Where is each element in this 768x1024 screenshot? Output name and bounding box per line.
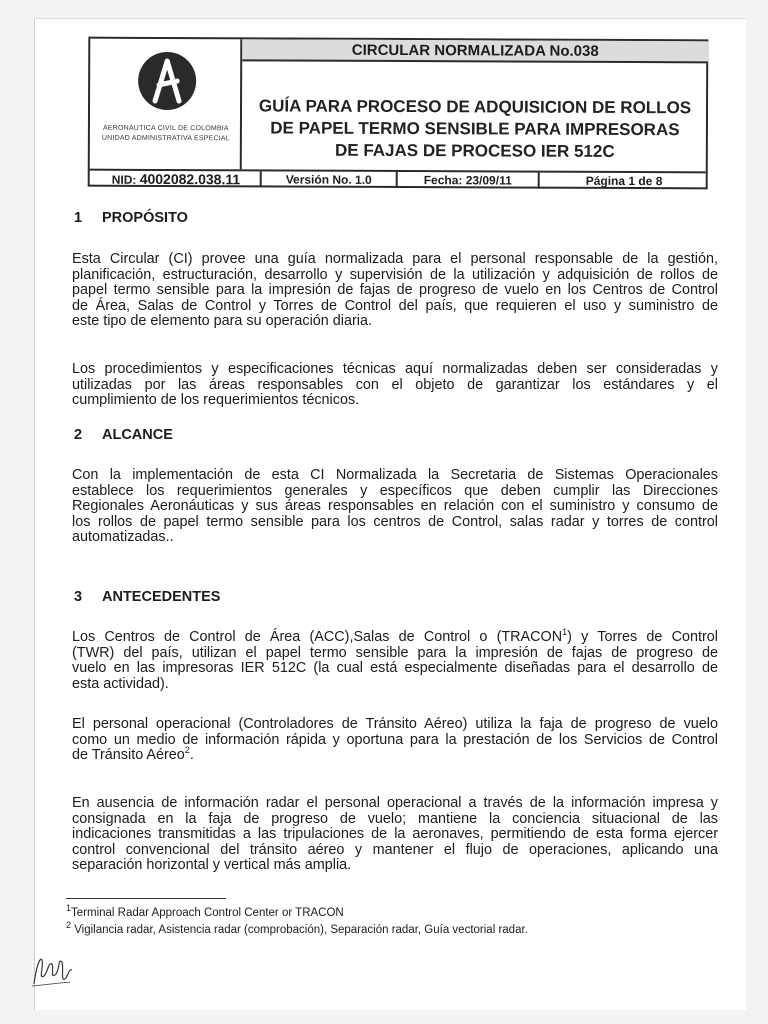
- handwritten-signature-icon: [30, 950, 76, 990]
- text-line: separación horizontal y vertical más amplia.: [72, 857, 352, 874]
- text-line: utilizadas por las áreas responsables con el objeto de garantizar los estándares y el: [72, 376, 718, 393]
- section-number: 1: [74, 210, 83, 226]
- text-line: vuelo en las impresoras IER 512C (la cual está especialmente diseñadas para el desarrollo de: [72, 660, 718, 677]
- title-line: GUÍA PARA PROCESO DE ADQUISICION DE ROLLOS: [258, 96, 692, 118]
- text-line: control convencional del tránsito aéreo y mantener el flujo de operaciones, aplicando una: [72, 841, 718, 858]
- paragraph: [72, 468, 718, 546]
- section-heading-alcance: [74, 427, 173, 443]
- text-line: establece los requerimientos generales y específicos que deben cumplir las Direcciones: [72, 482, 718, 499]
- footnote: [66, 920, 528, 936]
- title-line: DE PAPEL TERMO SENSIBLE PARA IMPRESORAS: [270, 118, 680, 140]
- footnote-ref: 1: [562, 627, 568, 638]
- footnote-divider: [66, 898, 226, 899]
- text-line: esta actividad).: [72, 675, 169, 692]
- date-cell: Fecha: 23/09/11: [398, 172, 540, 189]
- text-line: consignada en la faja de progreso de vuelo; mantiene la conciencia situacional de las: [72, 810, 718, 827]
- document-header: [88, 37, 709, 190]
- text-fragment: ) y Torres de Control: [567, 629, 718, 645]
- footnote: [66, 903, 344, 919]
- section-title: PROPÓSITO: [102, 210, 188, 226]
- paragraph: [72, 362, 718, 409]
- circular-number: CIRCULAR NORMALIZADA No.038: [242, 39, 708, 63]
- footnote-mark: 1: [66, 903, 72, 914]
- text-line: En ausencia de información radar el personal operacional a través de la información impresa y: [72, 795, 718, 811]
- text-line: [72, 627, 718, 646]
- text-line: de Área, Salas de Control y Torres de Control del país, que requieren el uso y suministro de: [72, 297, 718, 314]
- text-line: cumplimiento de los requerimientos técnicos.: [72, 392, 360, 409]
- text-line: Regionales Aeronáuticas y sus áreas responsables en relación con el suministro y consumo de: [72, 498, 718, 515]
- title-line: DE FAJAS DE PROCESO IER 512C: [334, 140, 615, 161]
- paragraph: [72, 627, 718, 692]
- paragraph: [72, 252, 718, 330]
- text-line: Los procedimientos y especificaciones técnicas aquí normalizadas deben ser consideradas y: [72, 361, 718, 377]
- text-line: este tipo de elemento para su operación diaria.: [72, 313, 372, 330]
- section-heading-proposito: [74, 210, 188, 226]
- paragraph: [72, 796, 718, 874]
- org-name: AERONÁUTICA CIVIL DE COLOMBIA: [103, 124, 229, 133]
- text-line: como un medio de información rápida y oportuna para la prestación de los Servicios de Control: [72, 731, 718, 748]
- footnote-text: Terminal Radar Approach Control Center or TRACON: [71, 907, 344, 919]
- text-line: papel termo sensible para la impresión de fajas de progreso de vuelo en los Centros de Control: [72, 282, 718, 299]
- aerocivil-logo-icon: [137, 51, 197, 111]
- text-line: automatizadas..: [72, 529, 174, 546]
- nid-label: NID:: [111, 172, 137, 187]
- text-line: Esta Circular (CI) provee una guía normalizada para el personal responsable de la gestión,: [72, 251, 718, 267]
- section-number: 2: [74, 427, 83, 443]
- text-line: Con la implementación de esta CI Normalizada la Secretaria de Sistemas Operacionales: [72, 467, 718, 483]
- text-line: planificación, estructuración, desarrollo y supervisión de la utilización y adquisición de rollos de: [72, 266, 718, 283]
- text-fragment: Los Centros de Control de Área (ACC),Salas de Control o (TRACON: [72, 629, 563, 645]
- footnote-ref: 2: [184, 745, 190, 756]
- text-fragment: .: [189, 747, 194, 764]
- section-title: ALCANCE: [102, 427, 173, 443]
- section-title: ANTECEDENTES: [102, 589, 221, 605]
- footnote-text: Vigilancia radar, Asistencia radar (comprobación), Separación radar, Guía vectorial radar.: [74, 924, 528, 936]
- paragraph: [72, 717, 718, 764]
- nid-value: 4002082.038.11: [139, 170, 241, 188]
- footnote-mark: 2: [66, 920, 72, 931]
- section-heading-antecedentes: [74, 589, 220, 605]
- logo-cell: [90, 39, 243, 170]
- text-fragment: de Tránsito Aéreo: [72, 747, 185, 764]
- org-unit: UNIDAD ADMINISTRATIVA ESPECIAL: [101, 134, 230, 143]
- version-cell: Versión No. 1.0: [262, 171, 398, 188]
- text-line: [72, 745, 718, 764]
- page-number-cell: Página 1 de 8: [585, 173, 663, 189]
- document-title: [242, 61, 708, 171]
- nid-cell: [90, 171, 262, 188]
- text-line: El personal operacional (Controladores de Tránsito Aéreo) utiliza la faja de progreso de vuelo: [72, 716, 718, 732]
- text-line: los rollos de papel termo sensible para los centros de Control, salas radar y torres de control: [72, 513, 718, 530]
- text-line: indicaciones transmitidas a las tripulaciones de la aeronaves, permitiendo de esta forma ejercer: [72, 826, 718, 843]
- text-line: (TWR) del país, utilizan el papel termo sensible para la impresión de fajas de progreso de: [72, 644, 718, 661]
- section-number: 3: [74, 589, 83, 605]
- metadata-row: [90, 169, 706, 190]
